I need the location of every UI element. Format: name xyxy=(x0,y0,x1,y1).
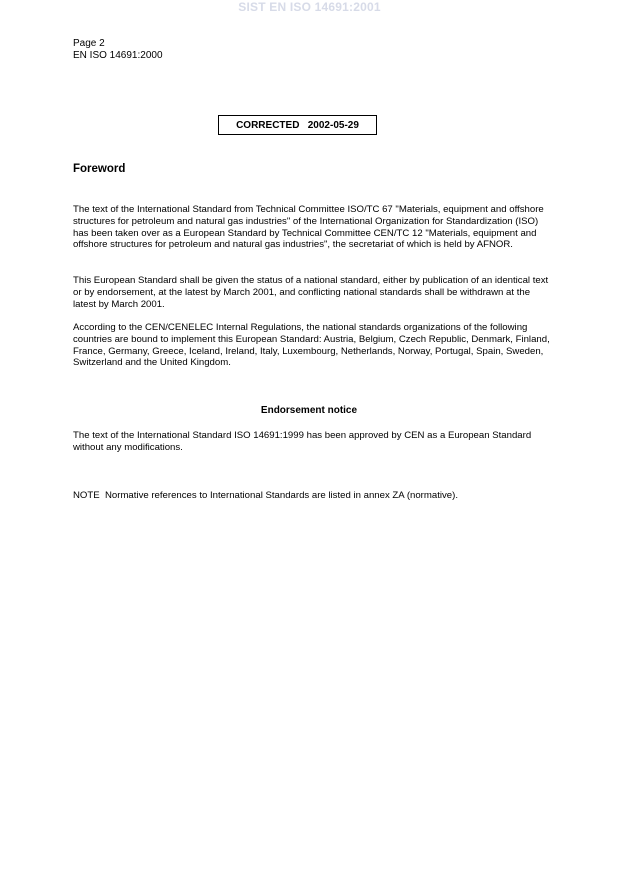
corrected-stamp: CORRECTED 2002-05-29 xyxy=(218,115,377,135)
paragraph-text: This European Standard shall be given the status of a national standard, either by publication of an identical text or by endorsement, at the latest by March 2001, and conflicting national standards shall be withdrawn at the latest by March 2001. xyxy=(73,275,549,310)
page-header xyxy=(73,38,163,62)
paragraph-text: The text of the International Standard ISO 14691:1999 has been approved by CEN as a European Standard without any modifications. xyxy=(73,430,532,453)
watermark: SIST EN ISO 14691:2001 xyxy=(238,0,381,14)
page-number: Page 2 xyxy=(73,38,105,49)
endorsement-heading: Endorsement notice xyxy=(260,405,358,416)
foreword-paragraph-3 xyxy=(73,322,551,369)
foreword-paragraph-1 xyxy=(73,204,551,251)
normative-note xyxy=(73,466,551,513)
paragraph-text: The text of the International Standard from Technical Committee ISO/TC 67 "Materials, equipment and offshore structures for petroleum and natural gas industries" of the International Organization for Standardization (ISO) has been taken over as a European Standard by Technical Committee CEN/TC 12 "Materials, equipment and offshore structures for petroleum and natural gas industries", the secretariat of which is held by AFNOR. xyxy=(73,204,544,251)
note-text: NOTE Normative references to International Standards are listed in annex ZA (normative). xyxy=(73,489,458,501)
paragraph-text: According to the CEN/CENELEC Internal Regulations, the national standards organizations of the following countries are bound to implement this European Standard: Austria, Belgium, Czech Republic, Denmark, Finland, France, Germany, Greece, Iceland, Ireland, Italy, Luxembourg, Netherlands, Norway, Portugal, Spain, Sweden, Switzerland and the United Kingdom. xyxy=(73,322,550,369)
standard-reference: EN ISO 14691:2000 xyxy=(73,50,163,61)
foreword-paragraph-2 xyxy=(73,275,551,310)
endorsement-paragraph xyxy=(73,430,551,454)
foreword-heading: Foreword xyxy=(73,163,126,175)
